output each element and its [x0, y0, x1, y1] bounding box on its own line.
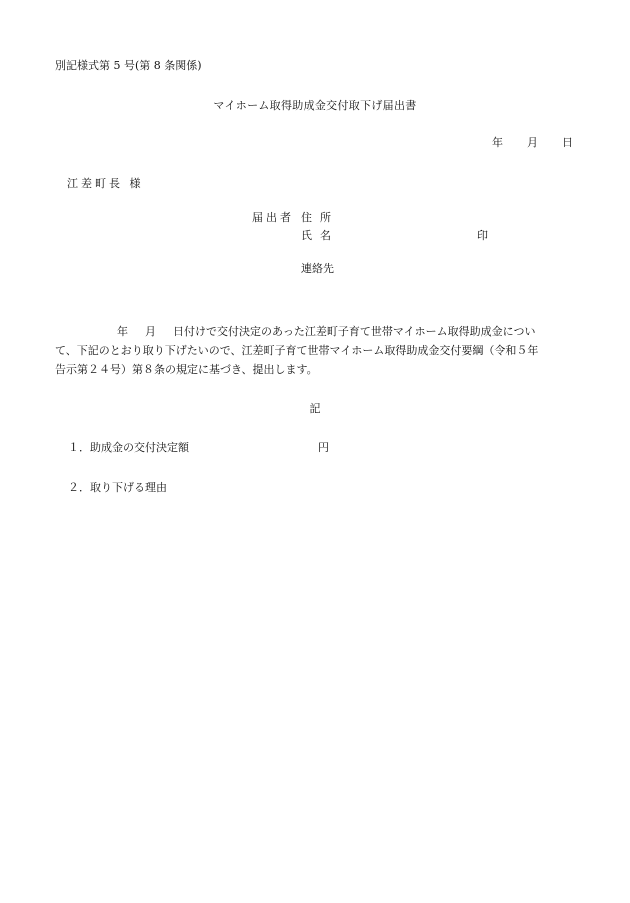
- body-line-1: [55, 322, 580, 341]
- item-grant-amount-label: １．助成金の交付決定額: [68, 441, 189, 454]
- seal-mark: 印: [477, 229, 488, 242]
- form-number-label: 別記様式第 5 号(第 8 条関係): [55, 59, 202, 72]
- address-label: 住所: [301, 211, 339, 224]
- body-line-2: て、下記のとおり取り下げたいので、江差町子育て世帯マイホーム取得助成金交付要綱（令和５年: [55, 344, 539, 357]
- item-grant-amount-unit: 円: [318, 441, 329, 454]
- body-month-label: 月: [145, 325, 156, 338]
- date-day-label: 日: [562, 136, 573, 149]
- date-month-label: 月: [527, 136, 538, 149]
- item-withdrawal-reason-label: ２．取り下げる理由: [68, 481, 167, 494]
- body-line-3: 告示第２４号）第８条の規定に基づき、提出します。: [55, 363, 318, 376]
- body-paragraph: [55, 322, 580, 379]
- date-line: [492, 136, 573, 150]
- ki-heading: 記: [309, 402, 321, 415]
- date-year-label: 年: [492, 136, 503, 149]
- body-line-1-text: 日付けで交付決定のあった江差町子育て世帯マイホーム取得助成金につい: [173, 325, 536, 338]
- applicant-label: 届出者: [252, 211, 294, 224]
- body-year-label: 年: [117, 325, 128, 338]
- contact-label: 連絡先: [301, 262, 334, 275]
- addressee: 江差町長 様: [67, 177, 144, 190]
- document-title: マイホーム取得助成金交付取下げ届出書: [213, 99, 417, 112]
- name-label: 氏名: [301, 229, 339, 242]
